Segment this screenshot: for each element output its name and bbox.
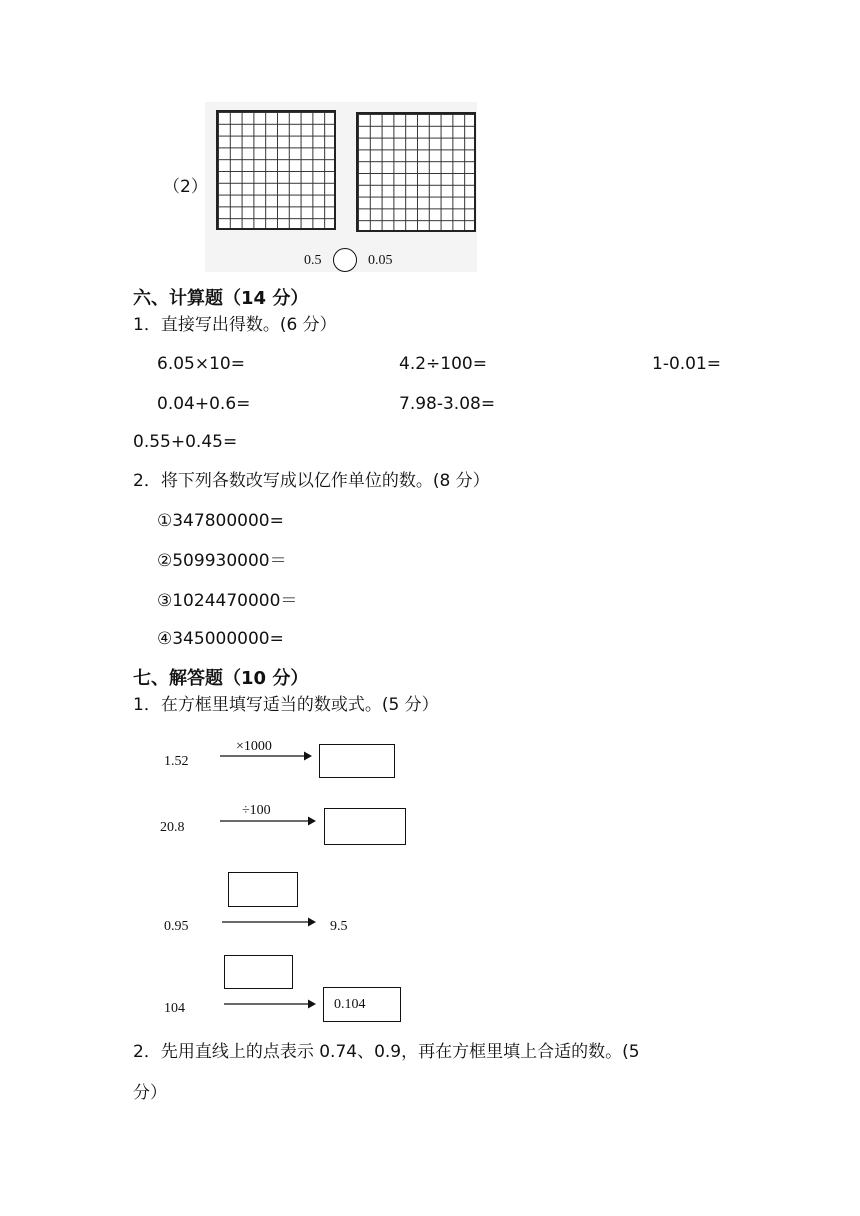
- flow-operator: ÷100: [242, 803, 271, 818]
- compare-circle[interactable]: [333, 248, 357, 272]
- result-box: [323, 987, 401, 1022]
- hundred-grid-right: [356, 112, 476, 232]
- operator-answer-box[interactable]: [228, 872, 298, 907]
- calc-item: 7.98-3.08=: [399, 394, 496, 414]
- arrow-icon: [224, 998, 316, 1010]
- rewrite-item: ④345000000=: [157, 629, 284, 649]
- flow-end-value: 9.5: [330, 919, 348, 934]
- calc-item: 0.55+0.45=: [133, 432, 238, 452]
- rewrite-item: ③1024470000＝: [157, 591, 298, 611]
- section7-q2-title-line2: 分）: [133, 1083, 167, 1103]
- answer-box[interactable]: [319, 744, 395, 778]
- calc-item: 0.04+0.6=: [157, 394, 251, 414]
- calc-item: 4.2÷100=: [399, 354, 487, 374]
- compare-right-value: 0.05: [368, 253, 393, 268]
- arrow-icon: [220, 750, 312, 762]
- arrow-icon: [222, 916, 316, 928]
- calc-item: 6.05×10=: [157, 354, 245, 374]
- flow-operator: ×1000: [236, 739, 272, 754]
- figure-part-label: （2）: [163, 177, 208, 197]
- section7-heading: 七、解答题（10 分）: [133, 668, 309, 689]
- rewrite-item: ①347800000=: [157, 511, 284, 531]
- flow-start-value: 104: [164, 1001, 185, 1016]
- section7-q2-title-line1: 2．先用直线上的点表示 0.74、0.9，再在方框里填上合适的数。(5: [133, 1042, 640, 1062]
- calc-item: 1-0.01=: [652, 354, 722, 374]
- operator-answer-box[interactable]: [224, 955, 293, 989]
- flow-end-value: 0.104: [334, 997, 366, 1012]
- section6-q2-title: 2．将下列各数改写成以亿作单位的数。(8 分）: [133, 471, 490, 491]
- rewrite-item: ②509930000＝: [157, 551, 287, 571]
- section6-q1-title: 1．直接写出得数。(6 分）: [133, 315, 337, 335]
- flow-start-value: 1.52: [164, 754, 189, 769]
- arrow-icon: [220, 815, 316, 827]
- section7-q1-title: 1．在方框里填写适当的数或式。(5 分）: [133, 695, 439, 715]
- section6-heading: 六、计算题（14 分）: [133, 288, 309, 309]
- compare-left-value: 0.5: [304, 253, 322, 268]
- answer-box[interactable]: [324, 808, 406, 845]
- hundred-grid-left: [216, 110, 336, 230]
- flow-start-value: 0.95: [164, 919, 189, 934]
- flow-start-value: 20.8: [160, 820, 185, 835]
